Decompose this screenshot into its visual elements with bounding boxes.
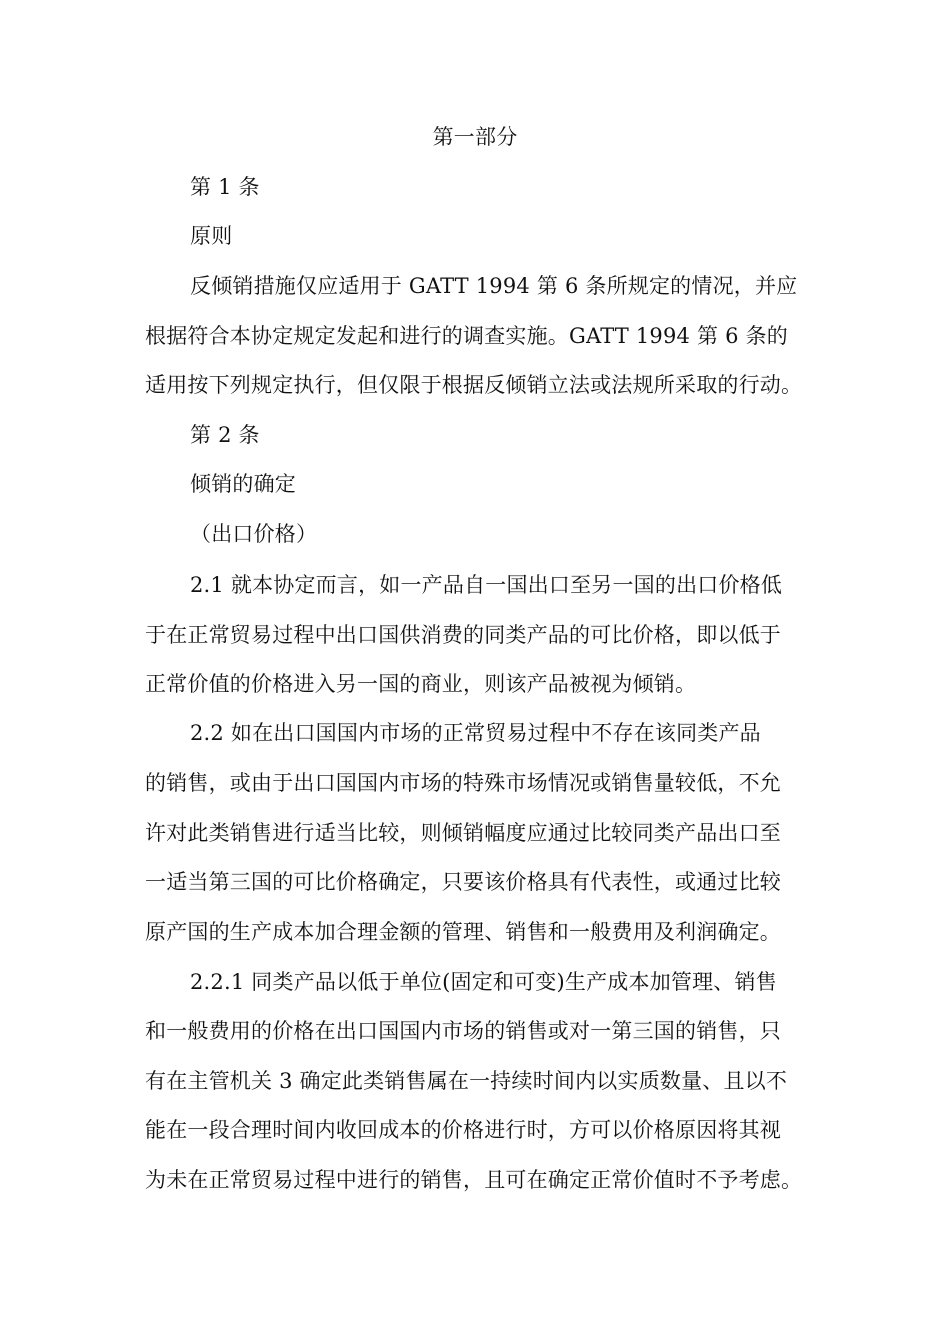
paragraph-line: 许对此类销售进行适当比较，则倾销幅度应通过比较同类产品出口至 xyxy=(145,821,781,845)
article-2-title: 第 2 条 xyxy=(190,423,260,447)
paragraph-line: 能在一段合理时间内收回成本的价格进行时，方可以价格原因将其视 xyxy=(145,1118,781,1142)
paragraph-line: 适用按下列规定执行，但仅限于根据反倾销立法或法规所采取的行动。 xyxy=(145,373,803,397)
article-2-subtitle: 倾销的确定 xyxy=(190,472,296,496)
article-1-title: 第 1 条 xyxy=(190,175,260,199)
paragraph-line: 原产国的生产成本加合理金额的管理、销售和一般费用及利润确定。 xyxy=(145,920,781,944)
paragraph-line: 正常价值的价格进入另一国的商业，则该产品被视为倾销。 xyxy=(145,672,697,696)
paragraph-line: 根据符合本协定规定发起和进行的调查实施。GATT 1994 第 6 条的 xyxy=(145,324,788,348)
paragraph-line: 有在主管机关 3 确定此类销售属在一持续时间内以实质数量、且以不 xyxy=(145,1069,788,1093)
paragraph-line: 2.1 就本协定而言，如一产品自一国出口至另一国的出口价格低 xyxy=(190,573,783,597)
paragraph-line: 的销售，或由于出口国国内市场的特殊市场情况或销售量较低，不允 xyxy=(145,771,781,795)
paragraph-line: 于在正常贸易过程中出口国供消费的同类产品的可比价格，即以低于 xyxy=(145,623,781,647)
paragraph-line: 2.2.1 同类产品以低于单位(固定和可变)生产成本加管理、销售 xyxy=(190,970,777,994)
article-1-subtitle: 原则 xyxy=(190,224,233,248)
paragraph-line: 2.2 如在出口国国内市场的正常贸易过程中不存在该同类产品 xyxy=(190,721,761,745)
section-label: （出口价格） xyxy=(190,522,318,546)
part-heading: 第一部分 xyxy=(432,125,518,149)
paragraph-line: 和一般费用的价格在出口国国内市场的销售或对一第三国的销售，只 xyxy=(145,1019,781,1043)
paragraph-line: 一适当第三国的可比价格确定，只要该价格具有代表性，或通过比较 xyxy=(145,870,781,894)
paragraph-line: 为未在正常贸易过程中进行的销售，且可在确定正常价值时不予考虑。 xyxy=(145,1168,803,1192)
paragraph-line: 反倾销措施仅应适用于 GATT 1994 第 6 条所规定的情况，并应 xyxy=(190,274,798,298)
